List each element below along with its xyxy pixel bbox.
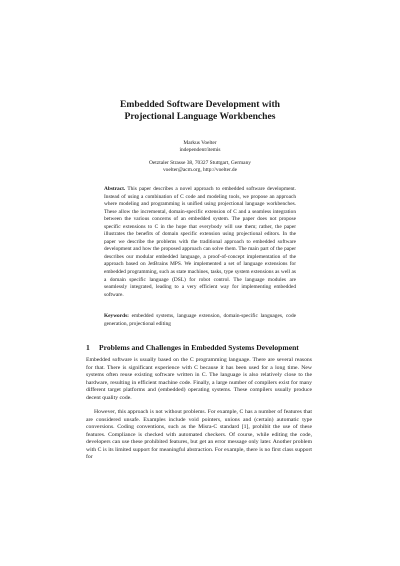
keywords-text: embedded systems, language extension, domain-specific languages, code generation, projectional editing (104, 313, 296, 327)
keywords (104, 313, 296, 328)
author-address: Oetztaler Strasse 38, 70327 Stuttgart, Germany (149, 160, 251, 166)
body-paragraph-1: Embedded software is usually based on the C programming language. There are several reasons for that. There is significant experience with C because it has been used for a long time. New systems often reuse existing software written in C. The language is also relatively close to the hardware, resulting in efficient machine code. Finally, a large number of compilers exist for many different target platforms and (embedded) operating systems. These compilers usually produce decent quality code. (86, 357, 312, 401)
title-line-2: Projectional Language Workbenches (124, 111, 276, 123)
abstract-text: This paper describes a novel approach to embedded software development. Instead of using a combination of C code and modeling tools, we propose an approach where modeling and programming is unified using projectional language workbenches. These allow the incremental, domain-specific extension of C and a seamless integration between the various concerns of an embedded system. The paper does not propose specific extensions to C in the hope that everybody will use them; rather, the paper illustrates the benefits of domain specific extension using projectional editors. In the paper we describe the problems with the traditional approach to embedded software development and how the proposed approach can solve them. The main part of the paper describes our modular embedded language, a proof-of-concept implementation of the approach based on JetBrains MPS. We implemented a set of language extensions for embedded programming, such as state machines, tasks, type system extensions as well as a domain specific language (DSL) for robot control. The language modules are seamlessly integrated, leading to a very efficient way for implementing embedded software. (104, 186, 296, 298)
abstract (104, 186, 296, 299)
section-number: 1 (86, 343, 90, 352)
section-heading (86, 343, 326, 352)
author-contact: voelter@acm.org, http://voelter.de (162, 167, 238, 173)
body-paragraph-2: However, this approach is not without problems. For example, C has a number of features that are considered unsafe. Examples include void pointers, unions and (certain) automatic type conversions. Coding conventions, such as the Misra-C standard [1], prohibit the use of these features. Compliance is checked with automated checkers. Of course, while editing the code, developers can use these prohibited features, but get an error message only later. Another problem with C is its limited support for meaningful abstraction. For example, there is no first class support for (86, 409, 312, 461)
section-title: Problems and Challenges in Embedded Systems Development (99, 343, 299, 352)
title-line-1: Embedded Software Development with (120, 99, 280, 110)
paper-title (0, 99, 400, 124)
keywords-label: Keywords: (104, 313, 129, 319)
author-affiliation: independent/itemis (179, 147, 221, 153)
abstract-label: Abstract. (104, 186, 126, 192)
author-name: Markus Voelter (183, 140, 217, 146)
